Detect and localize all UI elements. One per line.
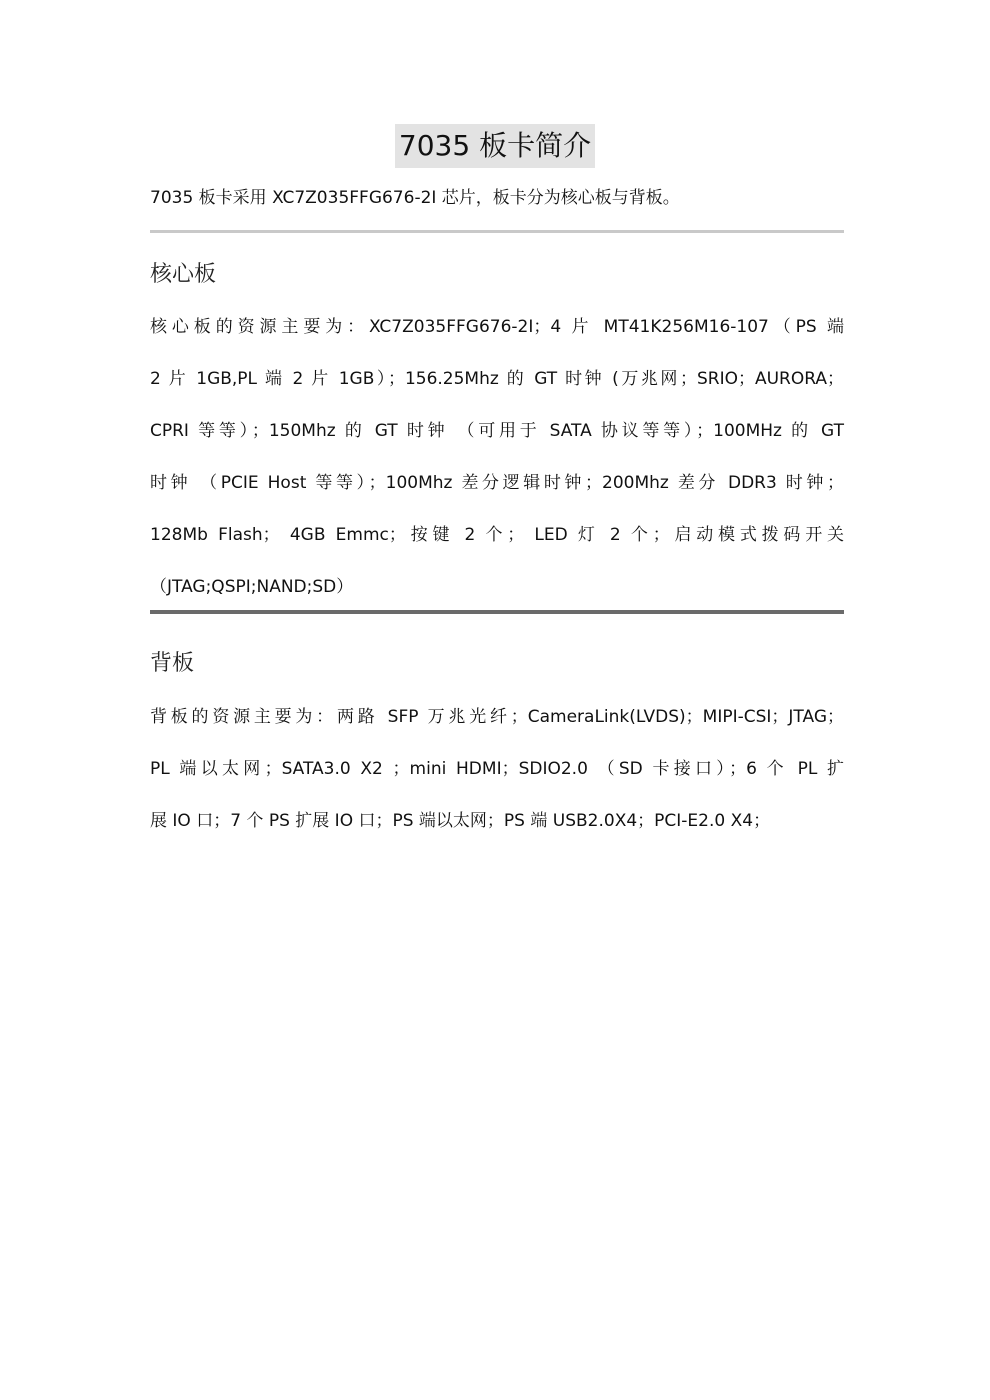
back-board-line: PL 端以太网；SATA3.0 X2 ；mini HDMI；SDIO2.0 （SD 卡接口）；6 个 PL 扩 (150, 759, 844, 779)
core-board-line: 2 片 1GB,PL 端 2 片 1GB）；156.25Mhz 的 GT 时钟 (万兆网；SRIO；AURORA； (150, 369, 844, 389)
section-heading-back-board: 背板 (150, 651, 195, 676)
back-board-line: 背板的资源主要为：两路 SFP 万兆光纤；CameraLink(LVDS)；MIPI-CSI；JTAG； (150, 707, 844, 727)
divider-top (150, 230, 844, 233)
core-board-line: 128Mb Flash； 4GB Emmc；按键 2 个； LED 灯 2 个；启动模式拨码开关 (150, 525, 844, 545)
title-container (0, 124, 990, 168)
core-board-line: CPRI 等等）；150Mhz 的 GT 时钟 （可用于 SATA 协议等等）；100MHz 的 GT (150, 421, 844, 441)
core-board-paragraph (150, 313, 844, 625)
document-title: 7035 板卡简介 (395, 124, 595, 168)
back-board-line: 展 IO 口；7 个 PS 扩展 IO 口；PS 端以太网；PS 端 USB2.0X4；PCI-E2.0 X4； (150, 811, 771, 831)
core-board-line: 时钟 （PCIE Host 等等）；100Mhz 差分逻辑时钟；200Mhz 差分 DDR3 时钟； (150, 473, 844, 493)
core-board-line: 核心板的资源主要为：XC7Z035FFG676-2I；4 片 MT41K256M16-107（PS 端 (150, 317, 844, 337)
intro-paragraph: 7035 板卡采用 XC7Z035FFG676-2I 芯片，板卡分为核心板与背板。 (150, 188, 680, 208)
core-board-line: （JTAG;QSPI;NAND;SD） (150, 577, 354, 597)
back-board-paragraph (150, 703, 844, 859)
divider-middle (150, 610, 844, 614)
section-heading-core-board: 核心板 (150, 262, 217, 287)
